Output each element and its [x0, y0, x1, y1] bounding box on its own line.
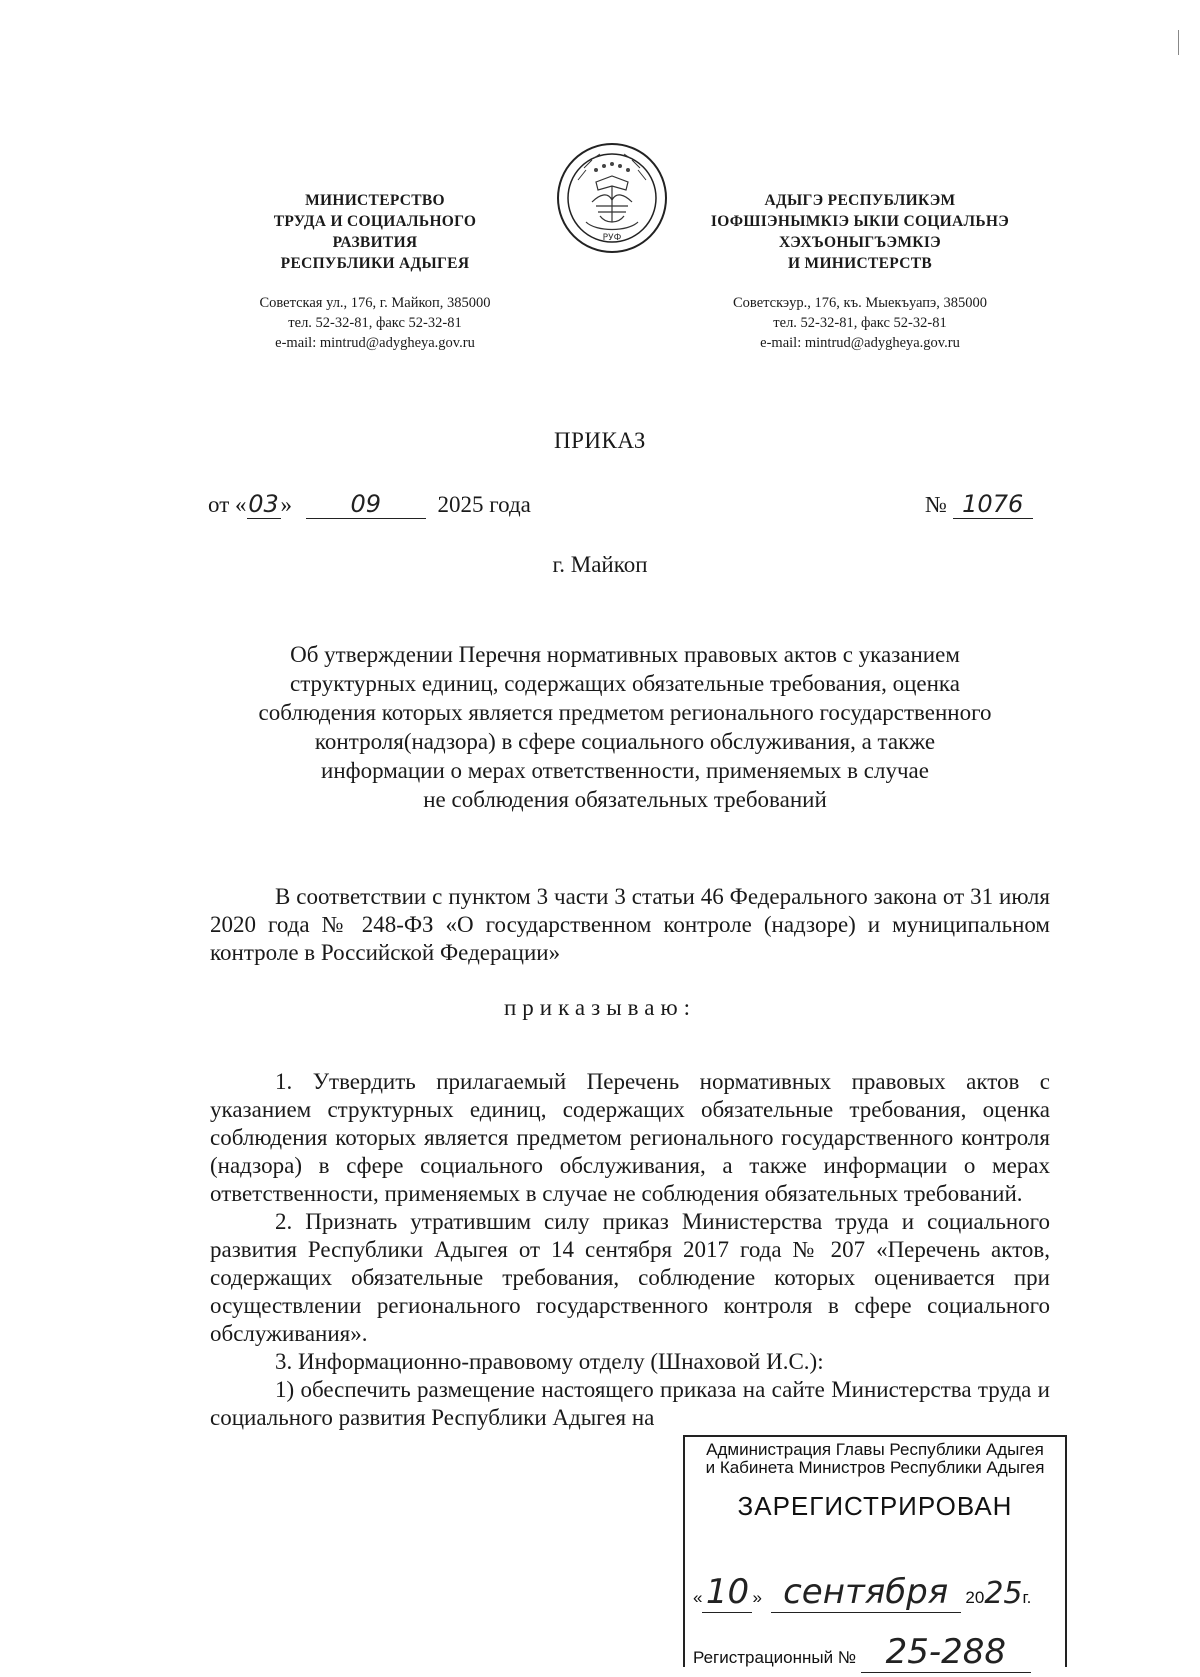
subject-line: соблюдения которых является предметом регионального государственного [258, 700, 992, 725]
stamp-registration-number [693, 1632, 1031, 1673]
stamp-date-open: « [693, 1588, 703, 1607]
ministry-ady-line: И МИНИСТЕРСТВ [787, 255, 933, 272]
city: г. Майкоп [552, 552, 648, 577]
date-prefix: от « [208, 492, 247, 517]
margin-mark [1178, 30, 1179, 55]
stamp-org-line: и Кабинета Министров Республики Адыгея [705, 1458, 1045, 1477]
stamp-year-prefix: 20 [965, 1588, 985, 1607]
address-ru-street: Советская ул., 176, г. Майкоп, 385000 [259, 295, 491, 311]
address-ady-street: Советскэур., 176, къ. Мыекъуапэ, 385000 [733, 295, 987, 311]
address-ru-phone: тел. 52-32-81, факс 52-32-81 [288, 315, 462, 331]
emblem-label: РУФ [602, 233, 622, 243]
order-subject [200, 640, 1050, 814]
order-item: 1) обеспечить размещение настоящего приказа на сайте Министерства труда и социального развития Республики Адыгея на [210, 1377, 1050, 1430]
coat-of-arms-icon [556, 140, 668, 256]
ministry-name-ady [690, 190, 1030, 274]
stamp-reg-label: Регистрационный № [693, 1648, 857, 1667]
subject-line: информации о мерах ответственности, применяемых в случае [321, 758, 929, 783]
legal-basis-paragraph: В соответствии с пунктом 3 части 3 статьи 46 Федерального закона от 31 июля 2020 года № 248-ФЗ «О государственном контроле (надзоре) и муниципальном контроле в Российской Федерации» [210, 884, 1050, 965]
date-month-handwritten: 09 [306, 490, 426, 519]
subject-line: структурных единиц, содержащих обязательные требования, оценка [290, 671, 960, 696]
document-title: ПРИКАЗ [554, 428, 646, 453]
ministry-ru-line: МИНИСТЕРСТВО [305, 192, 445, 209]
ministry-name-ru [230, 190, 520, 274]
stamp-reg-number-handwritten: 25-288 [861, 1632, 1031, 1673]
ministry-ru-line: РАЗВИТИЯ [332, 234, 418, 251]
ministry-ru-line: ТРУДА И СОЦИАЛЬНОГО [273, 213, 477, 230]
ministry-ady-line: ІОФШІЭНЫМКІЭ ЫКІИ СОЦИАЛЬНЭ [710, 213, 1010, 230]
order-date [208, 490, 531, 519]
stamp-registered-label: ЗАРЕГИСТРИРОВАН [737, 1491, 1013, 1521]
stamp-year-unit: г. [1022, 1588, 1032, 1607]
number-sign: № [925, 492, 947, 517]
date-year: 2025 года [437, 492, 531, 517]
date-day-handwritten: 03 [248, 490, 279, 518]
stamp-org-line: Администрация Главы Республики Адыгея [706, 1440, 1044, 1459]
address-ru [225, 293, 525, 353]
stamp-date-close: » [752, 1588, 762, 1607]
stamp-organization [685, 1441, 1065, 1477]
order-items [210, 1068, 1050, 1432]
stamp-day-handwritten: 10 [702, 1572, 752, 1613]
ministry-ady-line: АДЫГЭ РЕСПУБЛИКЭМ [764, 192, 956, 209]
subject-line: контроля(надзора) в сфере социального обслуживания, а также [314, 729, 936, 754]
number-value-handwritten: 1076 [953, 490, 1033, 519]
registration-stamp [683, 1435, 1067, 1672]
stamp-month-handwritten: сентября [771, 1572, 961, 1613]
order-item: 1. Утвердить прилагаемый Перечень нормативных правовых актов с указанием структурных единиц, содержащих обязательные требования, оценка соблюдения которых является предметом регионального государственного контроля (надзора) в сфере социального обслуживания, а также информации о мерах ответственности, применяемых в случае не соблюдения обязательных требований. [210, 1069, 1050, 1206]
subject-line: не соблюдения обязательных требований [423, 787, 827, 812]
address-ru-email: e-mail: mintrud@adygheya.gov.ru [275, 335, 475, 351]
ministry-ru-line: РЕСПУБЛИКИ АДЫГЕЯ [280, 255, 470, 272]
stamp-date [693, 1572, 1057, 1613]
address-ady-email: e-mail: mintrud@adygheya.gov.ru [760, 335, 960, 351]
ministry-ady-line: ХЭХЪОНЫГЪЭМКІЭ [779, 234, 941, 251]
order-word: приказываю: [503, 995, 697, 1020]
address-ady [695, 293, 1025, 353]
date-close-quote: » [280, 492, 292, 517]
address-ady-phone: тел. 52-32-81, факс 52-32-81 [773, 315, 947, 331]
order-item: 2. Признать утратившим силу приказ Министерства труда и социального развития Республики Адыгея от 14 сентября 2017 года № 207 «Перечень актов, содержащих обязательные требования, соблюдение которых оценивается при осуществлении регионального государственного контроля в сфере социального обслуживания». [210, 1209, 1050, 1346]
subject-line: Об утверждении Перечня нормативных правовых актов с указанием [290, 642, 960, 667]
stamp-year-handwritten: 25 [984, 1576, 1023, 1611]
order-item: 3. Информационно-правовому отделу (Шнаховой И.С.): [275, 1349, 824, 1374]
order-number [925, 490, 1033, 519]
